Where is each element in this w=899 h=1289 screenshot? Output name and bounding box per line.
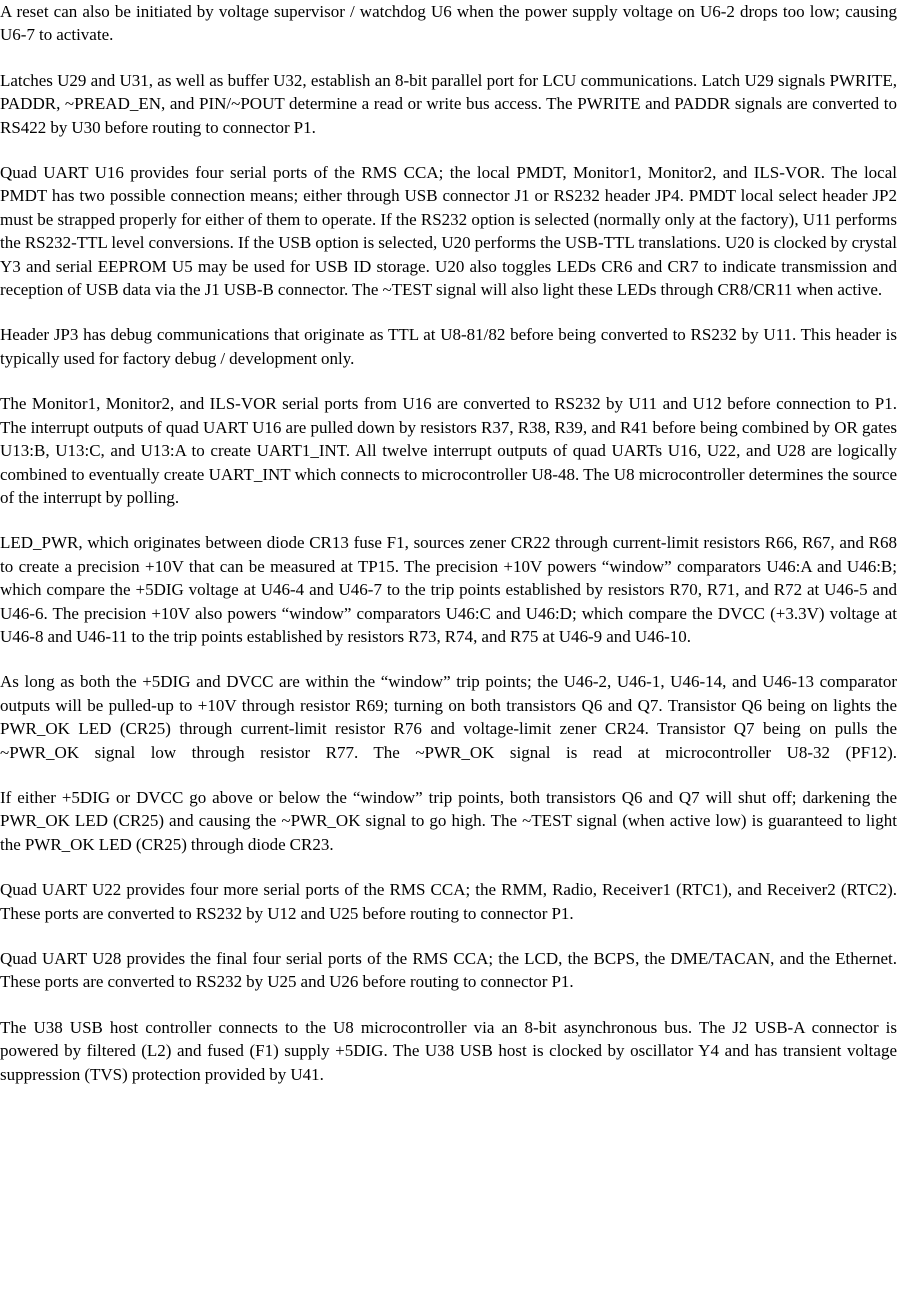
paragraph-quad-uart-u28: Quad UART U28 provides the final four serial ports of the RMS CCA; the LCD, the BCPS, the DME/TACAN, and the Ethernet. These ports are converted to RS232 by U25 and U26 before routing to connector P1. bbox=[0, 949, 897, 992]
paragraph-pwr-ok-window: As long as both the +5DIG and DVCC are within the “window” trip points; the U46-2, U46-1, U46-14, and U46-13 comparator outputs will be pulled-up to +10V through resistor R69; turning on both transistors Q6 and Q7. Transistor Q6 being on lights the PWR_OK LED (CR25) through current-limit resistor R76 and voltage-limit zener CR24. Transistor Q7 being on pulls the ~PWR_OK signal low through resistor R77. The ~PWR_OK signal is read at microcontroller U8-32 (PF12). bbox=[0, 672, 897, 762]
paragraph-lcu-parallel-port: Latches U29 and U31, as well as buffer U32, establish an 8-bit parallel port for LCU communications. Latch U29 signals PWRITE, PADDR, ~PREAD_EN, and PIN/~POUT determine a read or write bus access. The PWRITE and PADDR signals are converted to RS422 by U30 before routing to connector P1. bbox=[0, 70, 897, 137]
paragraph-pwr-ok-shutoff: If either +5DIG or DVCC go above or below the “window” trip points, both transistors Q6 and Q7 will shut off; darkening the PWR_OK LED (CR25) and causing the ~PWR_OK signal to go high. The ~TEST signal (when active low) is guaranteed to light the PWR_OK LED (CR25) through diode CR23. bbox=[0, 787, 897, 854]
paragraph-monitor-serial-ports: The Monitor1, Monitor2, and ILS-VOR serial ports from U16 are converted to RS232 by U11 and U12 before connection to P1. The interrupt outputs of quad UART U16 are pulled down by resistors R37, R38, R39, and R41 before being combined by OR gates U13:B, U13:C, and U13:A to create UART1_INT. All twelve interrupt outputs of quad UARTs U16, U22, and U28 are logically combined to eventually create UART_INT which connects to microcontroller U8-48. The U8 microcontroller determines the source of the interrupt by polling. bbox=[0, 394, 897, 507]
paragraph-debug-header-jp3: Header JP3 has debug communications that originate as TTL at U8-81/82 before being converted to RS232 by U11. This header is typically used for factory debug / development only. bbox=[0, 325, 897, 368]
paragraph-usb-host-u38: The U38 USB host controller connects to the U8 microcontroller via an 8-bit asynchronous bus. The J2 USB-A connector is powered by filtered (L2) and fused (F1) supply +5DIG. The U38 USB host is clocked by oscillator Y4 and has transient voltage suppression (TVS) protection provided by U41. bbox=[0, 1017, 897, 1084]
paragraph-reset-supervisor: A reset can also be initiated by voltage supervisor / watchdog U6 when the power supply voltage on U6-2 drops too low; causing U6-7 to activate. bbox=[0, 2, 897, 45]
paragraph-quad-uart-u22: Quad UART U22 provides four more serial ports of the RMS CCA; the RMM, Radio, Receiver1 (RTC1), and Receiver2 (RTC2). These ports are converted to RS232 by U12 and U25 before routing to connector P1. bbox=[0, 880, 897, 923]
paragraph-led-pwr-window-comparators: LED_PWR, which originates between diode CR13 fuse F1, sources zener CR22 through current-limit resistors R66, R67, and R68 to create a precision +10V that can be measured at TP15. The precision +10V powers “window” comparators U46:A and U46:B; which compare the +5DIG voltage at U46-4 and U46-7 to the trip points established by resistors R70, R71, and R72 at U46-5 and U46-6. The precision +10V also powers “window” comparators U46:C and U46:D; which compare the DVCC (+3.3V) voltage at U46-8 and U46-11 to the trip points established by resistors R73, R74, and R75 at U46-9 and U46-10. bbox=[0, 533, 897, 646]
paragraph-quad-uart-u16: Quad UART U16 provides four serial ports of the RMS CCA; the local PMDT, Monitor1, Monitor2, and ILS-VOR. The local PMDT has two possible connection means; either through USB connector J1 or RS232 header JP4. PMDT local select header JP2 must be strapped properly for either of them to operate. If the RS232 option is selected (normally only at the factory), U11 performs the RS232-TTL level conversions. If the USB option is selected, U20 performs the USB-TTL translations. U20 is clocked by crystal Y3 and serial EEPROM U5 may be used for USB ID storage. U20 also toggles LEDs CR6 and CR7 to indicate transmission and reception of USB data via the J1 USB-B connector. The ~TEST signal will also light these LEDs through CR8/CR11 when active. bbox=[0, 163, 897, 300]
